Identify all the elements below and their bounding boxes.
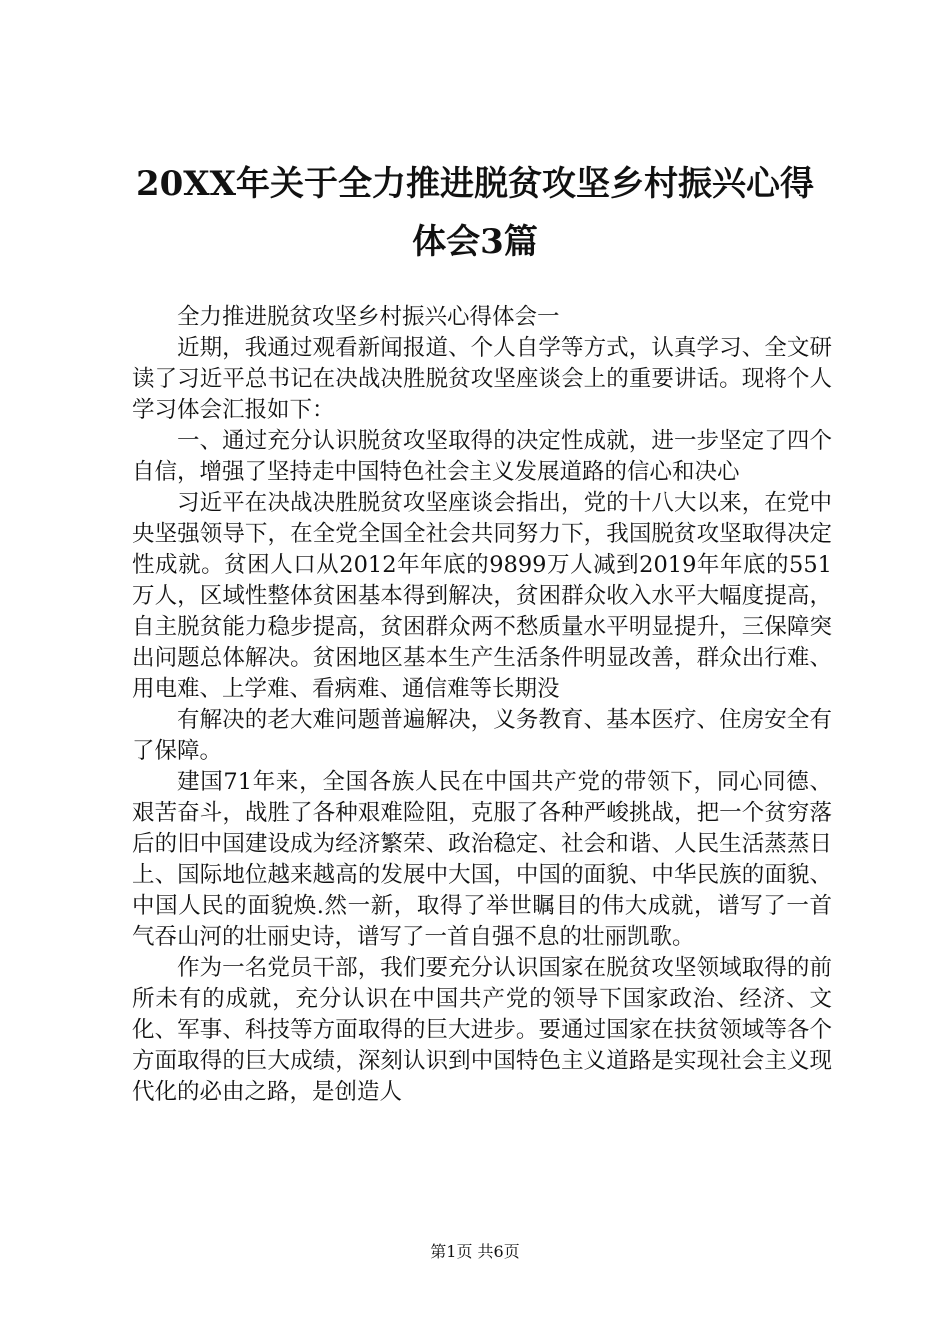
paragraph: 作为一名党员干部，我们要充分认识国家在脱贫攻坚领域取得的前所未有的成就，充分认识在中国共产党的领导下国家政治、经济、文化、军事、科技等方面取得的巨大进步。要通过国家在扶贫领域等各个方面取得的巨大成绩，深刻认识到中国特色主义道路是实现社会主义现代化的必由之路，是创造人 [132,955,832,1105]
paragraph: 近期，我通过观看新闻报道、个人自学等方式，认真学习、全文研读了习近平总书记在决战决胜脱贫攻坚座谈会上的重要讲话。现将个人学习体会汇报如下： [132,335,832,423]
paragraph: 有解决的老大难问题普遍解决，义务教育、基本医疗、住房安全有了保障。 [132,707,832,764]
paragraph-subtitle: 全力推进脱贫攻坚乡村振兴心得体会一 [177,304,560,330]
document-body [132,302,832,1108]
page-number-footer: 第1页 共6页 [430,1242,520,1261]
paragraph-heading: 一、通过充分认识脱贫攻坚取得的决定性成就，进一步坚定了四个自信，增强了坚持走中国特色社会主义发展道路的信心和决心 [132,428,832,485]
paragraph: 建国71年来，全国各族人民在中国共产党的带领下，同心同德、艰苦奋斗，战胜了各种艰难险阻，克服了各种严峻挑战，把一个贫穷落后的旧中国建设成为经济繁荣、政治稳定、社会和谐、人民生活蒸蒸日上、国际地位越来越高的发展中大国，中国的面貌、中华民族的面貌、中国人民的面貌焕.然一新，取得了举世瞩目的伟大成就，谱写了一首气吞山河的壮丽史诗，谱写了一首自强不息的壮丽凯歌。 [132,769,832,950]
document-title-line1: 20XX年关于全力推进脱贫攻坚乡村振兴心得 [135,164,815,204]
paragraph: 习近平在决战决胜脱贫攻坚座谈会指出，党的十八大以来，在党中央坚强领导下，在全党全国全社会共同努力下，我国脱贫攻坚取得决定性成就。贫困人口从2012年年底的9899万人减到2019年年底的551万人，区域性整体贫困基本得到解决，贫困群众收入水平大幅度提高，自主脱贫能力稳步提高，贫困群众两不愁质量水平明显提升，三保障突出问题总体解决。贫困地区基本生产生活条件明显改善，群众出行难、用电难、上学难、看病难、通信难等长期没 [132,490,832,702]
document-title-line2: 体会3篇 [412,222,538,262]
